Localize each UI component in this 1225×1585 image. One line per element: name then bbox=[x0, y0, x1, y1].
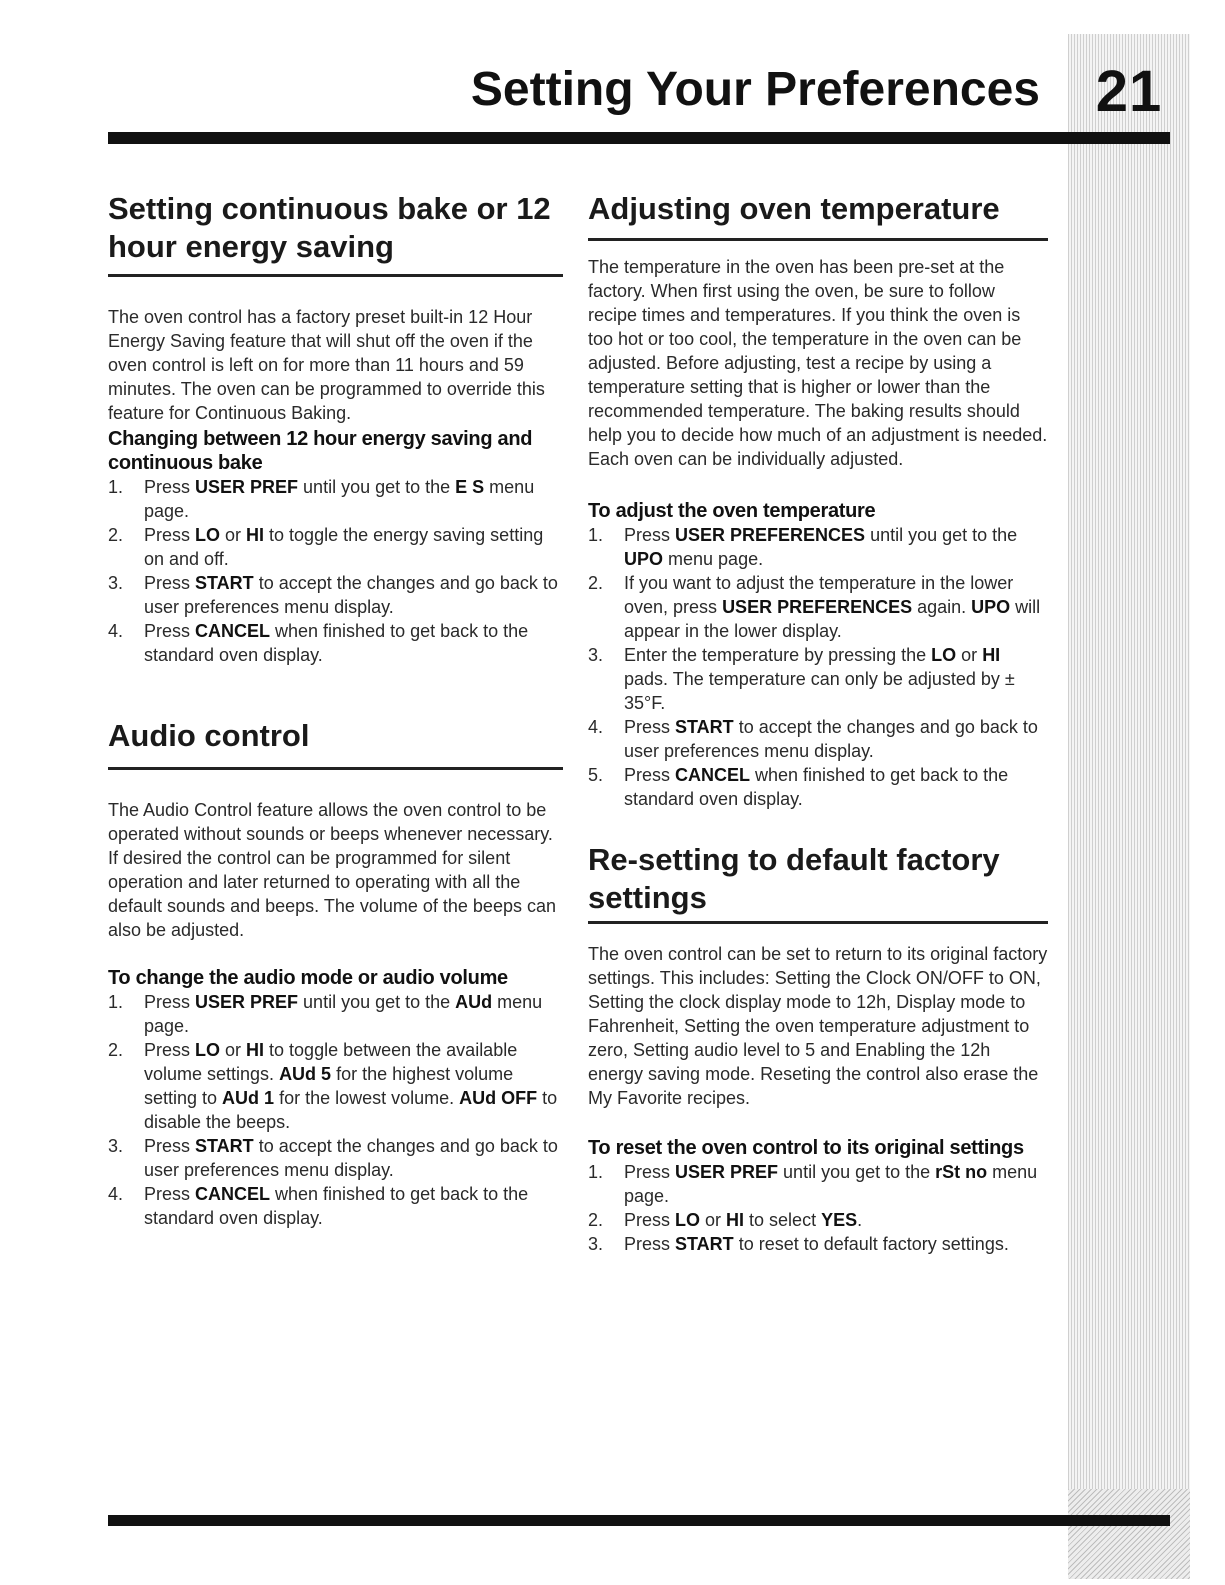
list-item: 5. Press CANCEL when finished to get back to the standard oven display. bbox=[588, 765, 1009, 809]
factory-reset-steps bbox=[588, 1160, 1048, 1256]
list-item: 3. Enter the temperature by pressing the LO or HI pads. The temperature can only be adjusted by ± 35°F. bbox=[588, 645, 1015, 713]
factory-reset-intro: The oven control can be set to return to its original factory settings. This includes: Setting the Clock ON/OFF to ON, Setting the clock display mode to 12h, Display mode to Fahrenheit, Setting the oven temperature adjustment to zero, Setting audio level to 5 and Enabling the 12h energy saving mode. Reseting the control also erase the My Favorite recipes. bbox=[588, 944, 1048, 1108]
factory-reset-subheading: To reset the oven control to its original settings bbox=[588, 1137, 1024, 1159]
energy-saving-intro: The oven control has a factory preset built-in 12 Hour Energy Saving feature that will shut off the oven if the oven control is left on for more than 11 hours and 59 minutes. The oven can be programmed to override this feature for Continuous Baking. bbox=[108, 307, 545, 423]
list-item: 1. Press USER PREF until you get to the rSt no menu page. bbox=[588, 1162, 1038, 1206]
audio-control-steps bbox=[108, 990, 563, 1230]
page-title: Setting Your Preferences bbox=[470, 63, 1040, 116]
oven-temperature-section bbox=[588, 190, 1048, 811]
list-item: 2. Press LO or HI to select YES. bbox=[588, 1210, 863, 1230]
oven-temperature-steps bbox=[588, 523, 1048, 811]
right-column bbox=[588, 190, 1048, 1256]
list-item: 4. Press CANCEL when finished to get back to the standard oven display. bbox=[108, 1184, 529, 1228]
list-item: 4. Press CANCEL when finished to get back to the standard oven display. bbox=[108, 621, 529, 665]
list-item: 2. Press LO or HI to toggle between the available volume settings. AUd 5 for the highest volume setting to AUd 1 for the lowest volume. AUd OFF to disable the beeps. bbox=[108, 1040, 558, 1132]
oven-temperature-subheading: To adjust the oven temperature bbox=[588, 500, 876, 522]
audio-control-subheading: To change the audio mode or audio volume bbox=[108, 967, 508, 989]
factory-reset-heading: Re-setting to default factory settings bbox=[588, 841, 1048, 924]
energy-saving-section bbox=[108, 190, 563, 667]
energy-saving-heading: Setting continuous bake or 12 hour energy saving bbox=[108, 190, 563, 277]
page-number: 21 bbox=[1095, 59, 1163, 124]
list-item: 1. Press USER PREF until you get to the E S menu page. bbox=[108, 477, 535, 521]
list-item: 1. Press USER PREF until you get to the AUd menu page. bbox=[108, 992, 543, 1036]
list-item: 2. If you want to adjust the temperature in the lower oven, press USER PREFERENCES again. UPO will appear in the lower display. bbox=[588, 573, 1041, 641]
audio-control-section bbox=[108, 717, 563, 1230]
list-item: 3. Press START to reset to default factory settings. bbox=[588, 1234, 1009, 1254]
footer-rule bbox=[108, 1515, 1170, 1526]
list-item: 3. Press START to accept the changes and go back to user preferences menu display. bbox=[108, 573, 558, 617]
left-column bbox=[108, 190, 563, 1230]
energy-saving-steps bbox=[108, 475, 563, 667]
audio-control-intro: The Audio Control feature allows the oven control to be operated without sounds or beeps whenever necessary. If desired the control can be programmed for silent operation and later returned to operating with all the default sounds and beeps. The volume of the beeps can also be adjusted. bbox=[108, 800, 556, 940]
audio-control-heading: Audio control bbox=[108, 717, 563, 770]
list-item: 1. Press USER PREFERENCES until you get to the UPO menu page. bbox=[588, 525, 1018, 569]
oven-temperature-intro: The temperature in the oven has been pre-set at the factory. When first using the oven, be sure to follow recipe times and temperatures. If you think the oven is too hot or too cool, the temperature in the oven can be adjusted. Before adjusting, test a recipe by using a temperature setting that is higher or lower than the recommended temperature. The baking results should help you to decide how much of an adjustment is needed. Each oven can be individually adjusted. bbox=[588, 257, 1048, 469]
header-rule bbox=[108, 132, 1170, 144]
list-item: 4. Press START to accept the changes and go back to user preferences menu display. bbox=[588, 717, 1038, 761]
list-item: 2. Press LO or HI to toggle the energy saving setting on and off. bbox=[108, 525, 544, 569]
list-item: 3. Press START to accept the changes and go back to user preferences menu display. bbox=[108, 1136, 558, 1180]
oven-temperature-heading: Adjusting oven temperature bbox=[588, 190, 1048, 241]
energy-saving-subheading: Changing between 12 hour energy saving and continuous bake bbox=[108, 428, 533, 474]
factory-reset-section bbox=[588, 841, 1048, 1256]
side-tab-strip bbox=[1068, 34, 1190, 1579]
